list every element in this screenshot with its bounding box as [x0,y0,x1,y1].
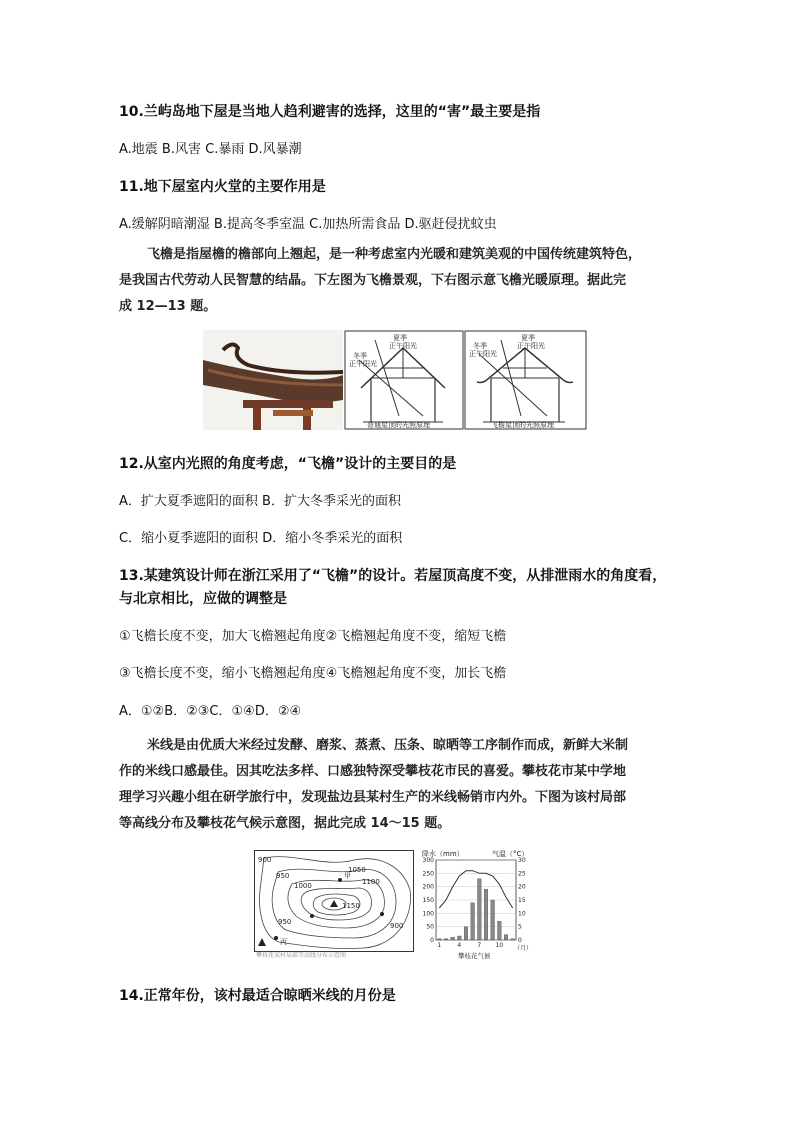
caption-flying-eaves-roof: 飞檐屋顶的光照原理 [491,421,554,429]
contour-950: 950 [276,872,290,880]
label-jia: 甲 [344,872,351,880]
contour-map [254,850,414,958]
precip-bar [504,935,508,940]
label-summer-noon: 正午阳光 [389,342,417,350]
precip-bar [464,927,468,940]
intro1-line: 飞檐是指屋檐的檐部向上翘起，是一种考虑室内光暖和建筑美观的中国传统建筑特色， [147,247,642,262]
q12-options-ab: A．扩大夏季遮阳的面积 B．扩大冬季采光的面积 [119,494,401,509]
ytick-right: 30 [518,857,526,864]
contour-1100: 1100 [362,878,380,886]
label-winter-noon-2: 正午阳光 [469,350,497,358]
ytick-right: 0 [518,937,522,944]
diagram-ordinary-roof [345,331,463,429]
intro-flying-eaves [119,242,689,320]
point-ding [380,912,384,916]
label-winter: 冬季 [353,352,367,360]
precip-bar [451,937,455,940]
q12-options-cd: C．缩小夏季遮阳的面积 D．缩小冬季采光的面积 [119,531,403,546]
q13-choices-12: ①飞檐长度不变，加大飞檐翘起角度②飞檐翘起角度不变，缩短飞檐 [119,629,507,644]
precip-bar [438,939,442,940]
ytick-left: 100 [422,910,434,918]
ytick-right: 15 [518,897,526,904]
xtick: 4 [457,942,462,949]
ytick-left: 150 [422,897,434,904]
q11-stem: 11.地下屋室内火堂的主要作用是 [119,179,326,195]
contour-map-caption: 攀枝花某村局部等高线分布示意图 [256,952,347,958]
contour-950-b: 950 [278,918,292,926]
contour-1000: 1000 [294,882,312,890]
precip-bar [511,939,515,940]
label-winter-noon: 正午阳光 [349,360,377,368]
precip-bar [444,939,448,940]
q14-stem: 14.正常年份，该村最适合晾晒米线的月份是 [119,988,396,1004]
ytick-left: 50 [426,923,434,931]
climate-caption: 攀枝花气候 [458,952,491,960]
ytick-left: 0 [430,937,434,944]
ytick-right: 20 [518,883,526,891]
intro2-line: 作的米线口感最佳。因其吃法多样、口感独特深受攀枝花市民的喜爱。攀枝花市某中学地 [119,764,627,779]
label-summer: 夏季 [393,334,407,342]
precip-bar [458,936,462,940]
eaves-photo [203,330,343,430]
q13-choices-34: ③飞檐长度不变，缩小飞檐翘起角度④飞檐翘起角度不变，加长飞檐 [119,666,507,681]
ytick-right: 10 [518,910,526,918]
contour-map-svg [254,850,414,958]
figure-flying-eaves [203,330,587,430]
point-bing [274,936,278,940]
intro1-line: 成 12—13 题。 [119,299,217,314]
contour-900-b: 900 [390,922,404,930]
contour-1050: 1050 [348,866,366,874]
point-yi [310,914,314,918]
intro2-line: 米线是由优质大米经过发酵、磨浆、蒸煮、压条、晾晒等工序制作而成，新鲜大米制 [147,738,629,753]
precip-bar [498,921,502,940]
figure-flying-eaves-svg [203,330,587,430]
precip-bars [438,879,515,940]
xtick: 7 [477,942,482,949]
caption-ordinary-roof: 普通屋顶的光照原理 [367,421,430,429]
xlabel-month: （月） [514,945,533,952]
contour-900: 900 [258,856,272,864]
q13-options: A．①②B．②③C．①④D．②④ [119,704,302,719]
label-winter-2: 冬季 [473,342,487,350]
q11-options: A.缓解阴暗潮湿 B.提高冬季室温 C.加热所需食品 D.驱赶侵扰蚊虫 [119,217,497,232]
q13-stem-line1: 13.某建筑设计师在浙江采用了“飞檐”的设计。若屋顶高度不变，从排泄雨水的角度看， [119,568,667,584]
ytick-left: 250 [422,870,434,878]
q12-stem: 12.从室内光照的角度考虑，“飞檐”设计的主要目的是 [119,456,457,472]
intro2-line: 等高线分布及攀枝花气候示意图，据此完成 14～15 题。 [119,816,451,831]
ytick-left: 300 [422,857,434,864]
ytick-right: 25 [518,870,526,878]
precip-bar [471,903,475,940]
ylabel-precip: 降水（mm） [422,850,464,858]
intro2-line: 理学习兴趣小组在研学旅行中，发现盐边县某村生产的米线畅销市内外。下图为该村局部 [119,790,627,805]
precip-bar [491,900,495,940]
point-jia [338,878,342,882]
intro-rice-noodles [119,733,689,837]
label-summer-noon-2: 正午阳光 [517,342,545,350]
temperature-line [439,871,512,908]
climate-chart [420,848,542,960]
precip-bar [484,889,488,940]
q10-options: A.地震 B.风害 C.暴雨 D.风暴潮 [119,142,302,157]
label-bing: 丙 [280,938,287,946]
ytick-left: 200 [422,883,434,891]
label-summer-2: 夏季 [521,334,535,342]
ytick-right: 5 [518,923,522,931]
diagram-flying-eaves-roof [465,331,586,429]
precip-bar [478,879,482,940]
intro1-line: 是我国古代劳动人民智慧的结晶。下左图为飞檐景观，下右图示意飞檐光暖原理。据此完 [119,273,627,288]
q13-stem-line2: 与北京相比，应做的调整是 [119,591,287,607]
contour-1150: 1150 [342,902,360,910]
xtick: 10 [495,942,504,949]
xtick: 1 [437,942,442,949]
ylabel-temp: 气温（°C） [492,850,529,858]
climate-chart-svg [420,848,542,960]
q10-stem: 10.兰屿岛地下屋是当地人趋利避害的选择，这里的“害”最主要是指 [119,104,541,120]
